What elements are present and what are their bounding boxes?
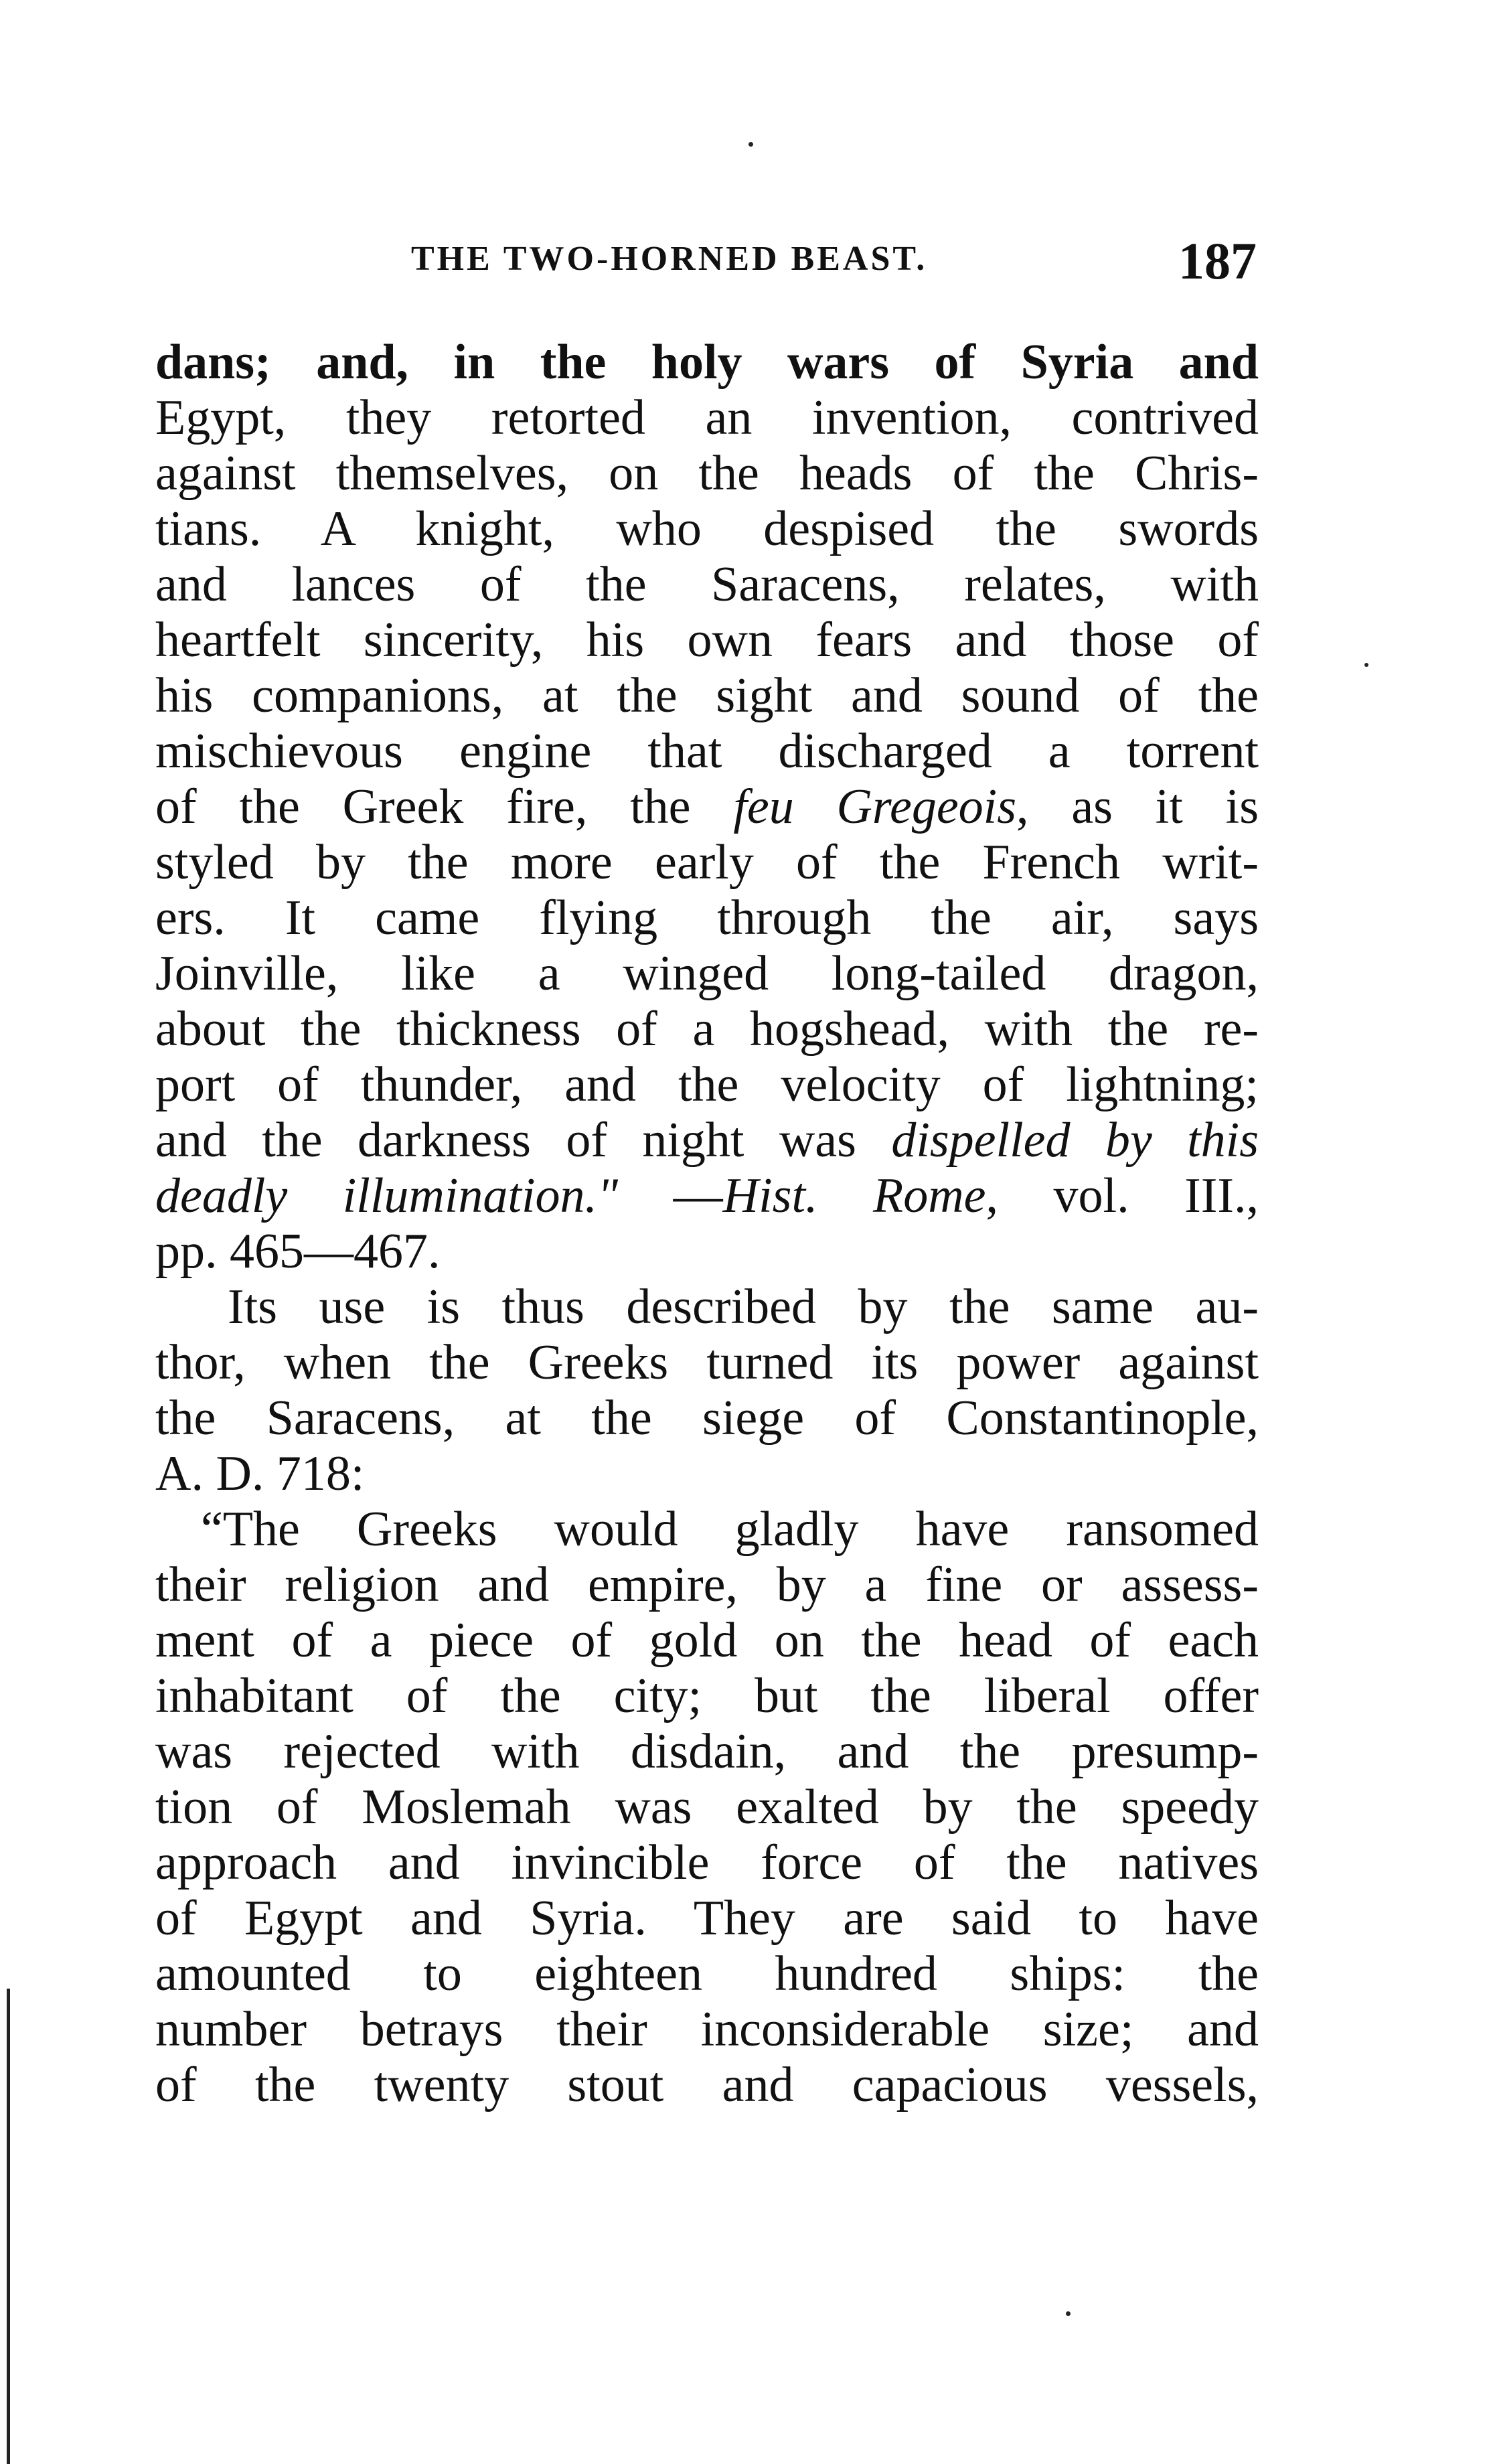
em-dash: — xyxy=(673,1168,723,1223)
ink-speck xyxy=(1066,2311,1071,2316)
text-line: approach and invincible force of the natives xyxy=(155,1835,1259,1890)
text-line: the Saracens, at the siege of Constantinople, xyxy=(155,1391,1259,1446)
text-line: was rejected with disdain, and the presump- xyxy=(155,1724,1259,1779)
text-line: amounted to eighteen hundred ships: the xyxy=(155,1946,1259,2001)
text-line: styled by the more early of the French writ- xyxy=(155,835,1259,890)
text-line: number betrays their inconsiderable size; and xyxy=(155,2002,1259,2057)
scan-edge-rule xyxy=(7,1989,10,2464)
text-line xyxy=(155,1113,1259,1168)
italic-phrase: feu Gregeois xyxy=(733,779,1017,834)
paragraph-start: Its use is thus described by the same au- xyxy=(228,1280,1259,1334)
text-line: Joinville, like a winged long-tailed dragon, xyxy=(155,946,1259,1001)
text-line: heartfelt sincerity, his own fears and those of xyxy=(155,613,1259,668)
page-number: 187 xyxy=(1178,232,1257,290)
text-line: inhabitant of the city; but the liberal offer xyxy=(155,1669,1259,1723)
ink-speck xyxy=(1364,663,1368,667)
text-line: dans; and, in the holy wars of Syria and xyxy=(155,335,1259,390)
text-line: their religion and empire, by a fine or assess- xyxy=(155,1557,1259,1612)
text-line: and lances of the Saracens, relates, with xyxy=(155,557,1259,612)
text-line: tion of Moslemah was exalted by the speedy xyxy=(155,1780,1259,1835)
text-segment: and the darkness of night was xyxy=(155,1113,856,1168)
text-line xyxy=(155,779,1259,834)
text-line: his companions, at the sight and sound of the xyxy=(155,668,1259,723)
citation-volume: , vol. III., xyxy=(986,1168,1259,1223)
quote-start: “The Greeks would gladly have ransomed xyxy=(201,1502,1259,1557)
text-line: about the thickness of a hogshead, with the re- xyxy=(155,1002,1259,1057)
italic-phrase: dispelled by this xyxy=(891,1113,1259,1168)
running-title: THE TWO-HORNED BEAST. xyxy=(411,240,928,278)
text-line: mischievous engine that discharged a torrent xyxy=(155,724,1259,779)
text-line: ers. It came flying through the air, says xyxy=(155,891,1259,945)
text-line: pp. 465—467. xyxy=(155,1224,441,1279)
text-line: Egypt, they retorted an invention, contrived xyxy=(155,390,1259,445)
text-line: of the twenty stout and capacious vessels, xyxy=(155,2058,1259,2112)
ink-speck xyxy=(748,142,753,147)
text-line: of Egypt and Syria. They are said to have xyxy=(155,1891,1259,1946)
text-line: ment of a piece of gold on the head of each xyxy=(155,1613,1259,1668)
text-line: thor, when the Greeks turned its power against xyxy=(155,1335,1259,1390)
text-segment: , as it is xyxy=(1016,779,1259,834)
text-line xyxy=(155,1168,1259,1223)
italic-phrase: deadly illumination." xyxy=(155,1168,619,1223)
text-segment: of the Greek fire, the xyxy=(155,779,691,834)
text-line: A. D. 718: xyxy=(155,1446,365,1501)
text-line: port of thunder, and the velocity of lightning; xyxy=(155,1057,1259,1112)
running-header xyxy=(0,231,1497,291)
citation-title: Hist. Rome xyxy=(722,1168,986,1223)
text-line: tians. A knight, who despised the swords xyxy=(155,502,1259,556)
text-line: against themselves, on the heads of the Chris- xyxy=(155,446,1259,501)
